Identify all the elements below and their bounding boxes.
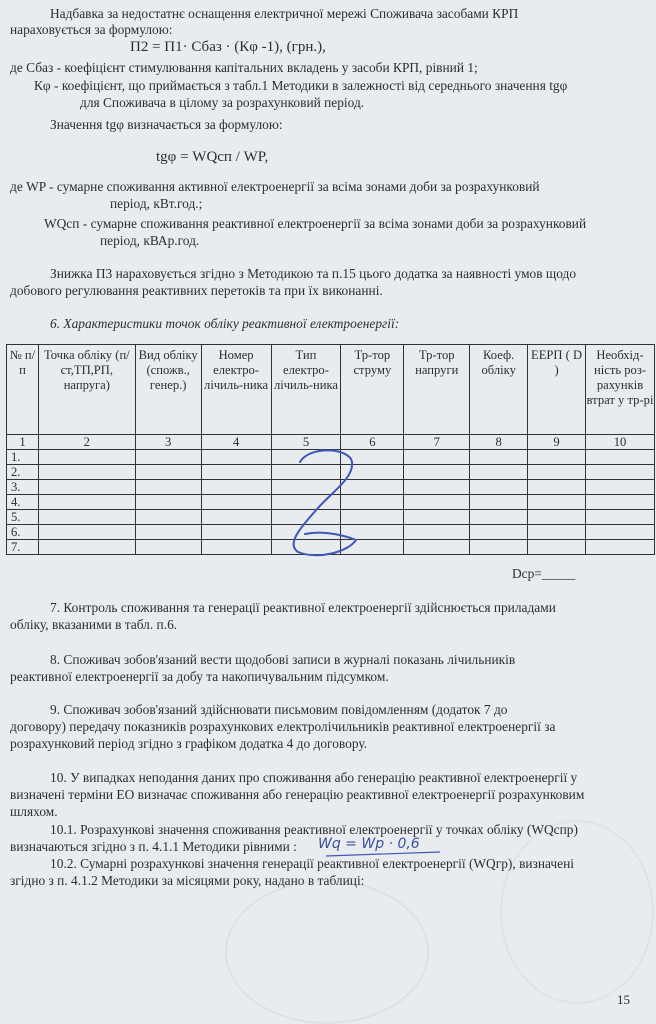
table-header-cell: ЕЕРП ( D ) — [528, 345, 586, 435]
text-line: 10. У випадках неподання даних про споживання або генерацію реактивної електроенергії у — [50, 770, 578, 785]
text-line: 7. Контроль споживання та генерації реактивної електроенергії здійснюється приладами — [50, 600, 556, 615]
column-number: 6 — [341, 435, 404, 450]
metering-points-table — [6, 344, 655, 555]
table-row — [7, 450, 655, 465]
text-line: 8. Споживач зобов'язаний вести щодобові записи в журналі показань лічильників — [50, 652, 516, 667]
text-line: 9. Споживач зобов'язаний здійснювати письмовим повідомленням (додаток 7 до — [50, 702, 508, 717]
row-number: 5. — [7, 510, 39, 525]
text-line: визначені терміни ЕО визначає споживання або генерацію реактивної електроенергії розрахунковим — [10, 787, 585, 802]
table-header-row — [7, 345, 655, 435]
section-heading: 6. Характеристики точок обліку реактивної електроенергії: — [50, 316, 400, 331]
text-line: де Сбаз - коефіцієнт стимулювання капітальних вкладень у засоби КРП, рівний 1; — [10, 60, 478, 75]
text-line: період, кВт.год.; — [110, 196, 203, 211]
column-number: 1 — [7, 435, 39, 450]
row-number: 7. — [7, 540, 39, 555]
table-row — [7, 510, 655, 525]
table-header-cell: № п/п — [7, 345, 39, 435]
table-row — [7, 480, 655, 495]
table-row — [7, 465, 655, 480]
row-number: 4. — [7, 495, 39, 510]
table-header-cell: Вид обліку (спожв., генер.) — [135, 345, 201, 435]
table-header-cell: Коеф. обліку — [470, 345, 528, 435]
text-line: для Споживача в цілому за розрахунковий період. — [80, 95, 365, 110]
text-line: Надбавка за недостатнє оснащення електричної мережі Споживача засобами КРП — [50, 6, 519, 21]
faded-stamp — [500, 820, 654, 1004]
text-line: реактивної електроенергії за добу та накопичувальним підсумком. — [10, 669, 389, 684]
text-line: Кφ - коефіцієнт, що приймається з табл.1 Методики в залежності від середнього значення tgφ — [34, 78, 568, 93]
text-line: де WP - сумарне споживання активної електроенергії за всіма зонами доби за розрахунковий — [10, 179, 540, 194]
row-number: 6. — [7, 525, 39, 540]
column-number: 5 — [271, 435, 341, 450]
table-row — [7, 525, 655, 540]
text-line: Значення tgφ визначається за формулою: — [50, 117, 283, 132]
text-line: договору) передачу показників розрахункових електролічильників реактивної електроенергії за — [10, 719, 556, 734]
text-line: 10.2. Сумарні розрахункові значення генерації реактивної електроенергії (WQгр), визначені — [50, 856, 574, 871]
text-line: 10.1. Розрахункові значення споживання реактивної електроенергії у точках обліку (WQспр) — [50, 822, 578, 837]
text-line: обліку, вказаними в табл. п.6. — [10, 617, 178, 632]
page-number: 15 — [617, 992, 630, 1007]
row-number: 2. — [7, 465, 39, 480]
table-row — [7, 495, 655, 510]
text-line: визначаються згідно з п. 4.1.1 Методики рівними : — [10, 839, 297, 854]
table-header-cell: Тр-тор напруги — [404, 345, 470, 435]
column-number: 7 — [404, 435, 470, 450]
faded-stamp — [225, 880, 429, 1024]
table-header-cell: Номер електро-лічиль-ника — [201, 345, 271, 435]
dcp-field: Dср=_____ — [512, 566, 576, 581]
table-header-cell: Тр-тор струму — [341, 345, 404, 435]
formula-p2: П2 = П1· Сбаз · (Кφ -1), (грн.), — [130, 39, 326, 55]
row-number: 3. — [7, 480, 39, 495]
column-number: 10 — [586, 435, 655, 450]
row-number: 1. — [7, 450, 39, 465]
text-line: згідно з п. 4.1.2 Методики за місяцями року, надано в таблиці: — [10, 873, 365, 888]
text-line: нараховується за формулою: — [10, 22, 173, 37]
table-header-cell: Точка обліку (п/ст,ТП,РП, напруга) — [38, 345, 135, 435]
text-line: Знижка П3 нараховується згідно з Методикою та п.15 цього додатка за наявності умов щодо — [50, 266, 577, 281]
text-line: WQсп - сумарне споживання реактивної електроенергії за всіма зонами доби за розрахунковий — [44, 216, 587, 231]
handwritten-formula: Wq = Wp · 0,6 — [318, 836, 420, 852]
text-line: розрахунковий період згідно з графіком додатка 4 до договору. — [10, 736, 368, 751]
text-line: шляхом. — [10, 804, 58, 819]
column-number: 3 — [135, 435, 201, 450]
column-number: 4 — [201, 435, 271, 450]
table-header-cell: Необхід-ність роз-рахунків втрат у тр-рі — [586, 345, 655, 435]
table-row — [7, 540, 655, 555]
table-number-row — [7, 435, 655, 450]
text-line: період, кВАр.год. — [100, 233, 200, 248]
column-number: 8 — [470, 435, 528, 450]
table-header-cell: Тип електро-лічиль-ника — [271, 345, 341, 435]
column-number: 9 — [528, 435, 586, 450]
formula-tg: tgφ = WQсп / WP, — [156, 149, 269, 165]
text-line: добового регулювання реактивних перетоків та при їх виконанні. — [10, 283, 383, 298]
column-number: 2 — [38, 435, 135, 450]
